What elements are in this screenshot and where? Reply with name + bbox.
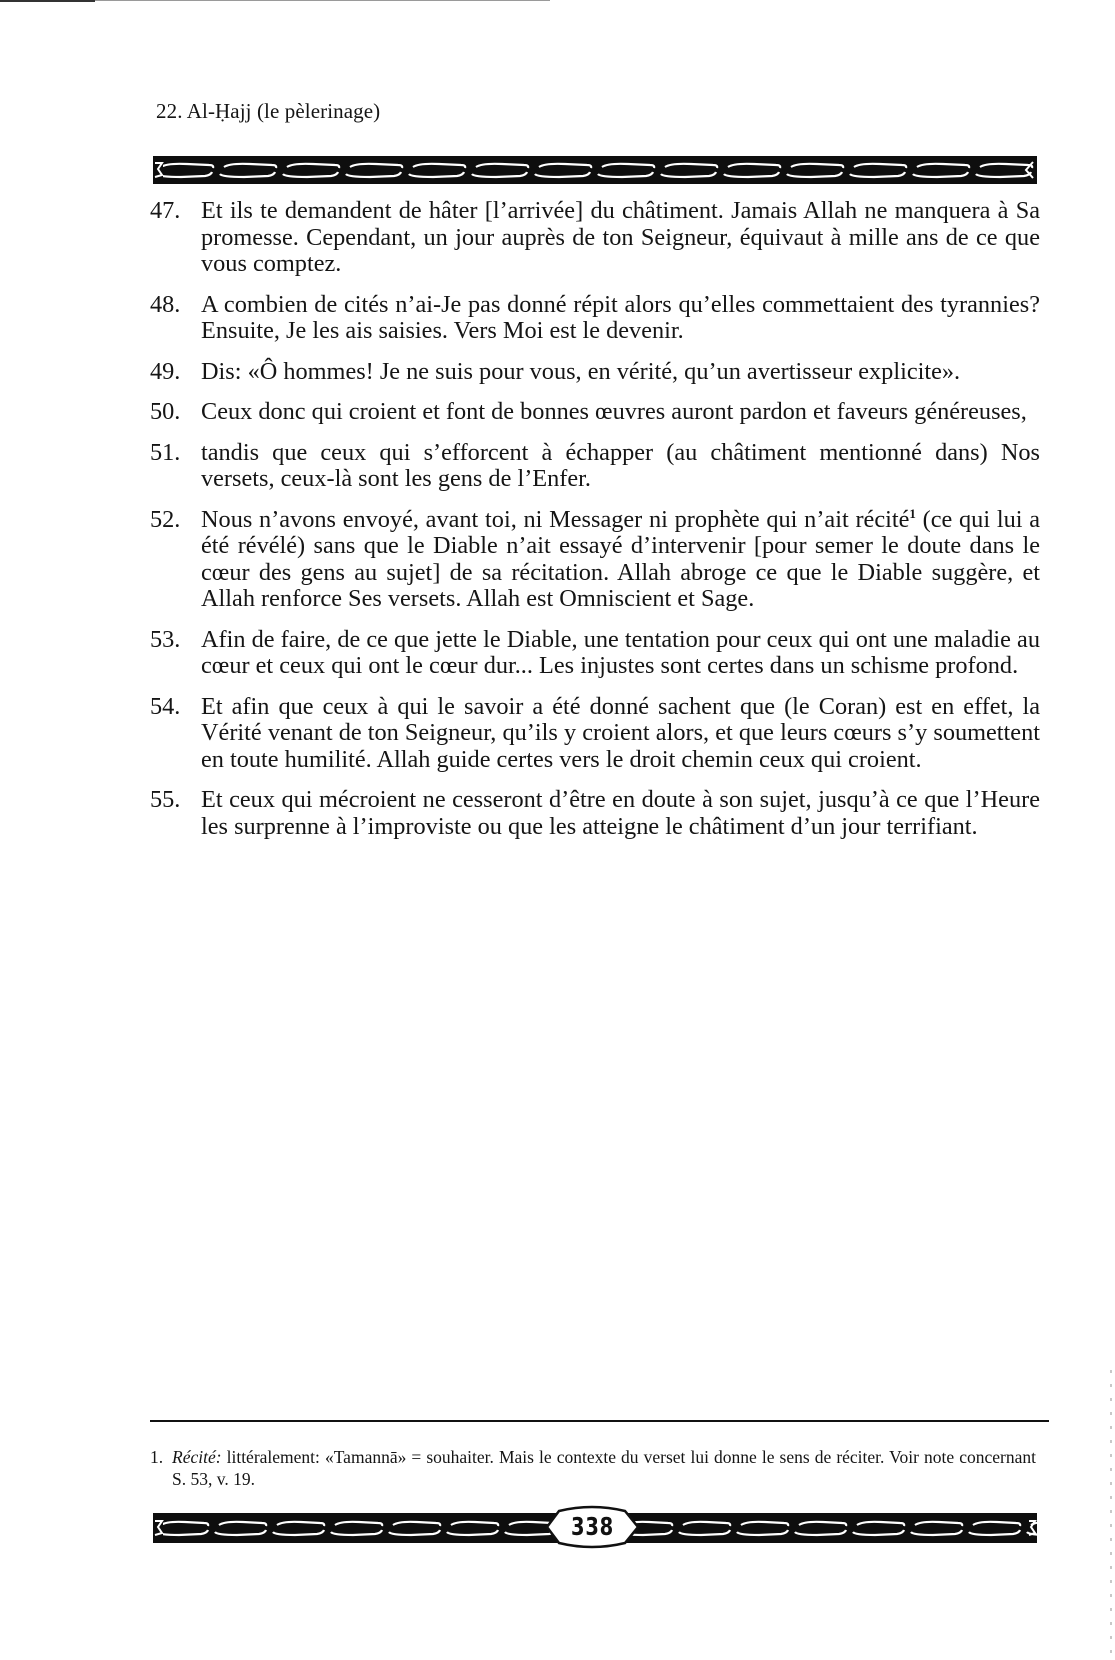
scan-edge-specks: [1110, 1370, 1112, 1660]
footnote: [150, 1446, 1036, 1490]
verse-number: 49.: [150, 357, 181, 385]
page-number-cartouche: [545, 1505, 640, 1549]
verse-text: Et afin que ceux à qui le savoir a été donné sachent que (le Coran) est en effet, la Vérité venant de ton Seigneur, qu’ils y croient alors, et que leurs cœurs s’y soumettent en toute humilité. Allah guide certes vers le droit chemin ceux qui croient.: [201, 692, 1040, 773]
footnote-number: 1.: [150, 1447, 164, 1467]
verse-number: 48.: [150, 290, 181, 318]
footnote-reference[interactable]: 1: [909, 505, 916, 521]
verse-text: [201, 507, 1040, 613]
verse-50: [150, 399, 1040, 426]
chain-ornament-icon: [153, 156, 1037, 184]
verse-54: [150, 694, 1040, 774]
verse-52: [150, 507, 1040, 613]
verse-text: Ceux donc qui croient et font de bonnes œuvres auront pardon et faveurs généreuses,: [201, 398, 1027, 425]
verse-text: Et ceux qui mécroient ne cesseront d’être en doute à son sujet, jusqu’à ce que l’Heure les surprenne à l’improviste ou que les atteigne le châtiment d’un jour terrifiant.: [201, 786, 1040, 840]
page-number: 338: [570, 1512, 615, 1541]
ornamental-band-top: [153, 156, 1037, 184]
verse-53: [150, 627, 1040, 680]
verse-number: 51.: [150, 438, 181, 466]
verse-text: Et ils te demandent de hâter [l’arrivée] du châtiment. Jamais Allah ne manquera à Sa promesse. Cependant, un jour auprès de ton Seigneur, équivaut à mille ans de ce que vous comptez.: [201, 197, 1040, 277]
footnote-text: [172, 1446, 1036, 1490]
scan-edge-mark: [0, 0, 95, 2]
verse-text: Dis: «Ô hommes! Je ne suis pour vous, en vérité, qu’un avertisseur explicite».: [201, 357, 961, 385]
verse-text: Afin de faire, de ce que jette le Diable, une tentation pour ceux qui ont une maladie au cœur et ceux qui ont le cœur dur... Les injustes sont certes dans un schisme profond.: [201, 625, 1040, 679]
verse-text-part: (ce qui lui a été révélé) sans que le Diable n’ait essayé d’intervenir [pour semer le doute dans le cœur des gens au sujet] de sa récitation. Allah abroge ce que le Diable suggère, et Allah renforce Ses versets. Allah est Omniscient et Sage.: [201, 505, 1040, 612]
verse-text: A combien de cités n’ai-Je pas donné répit alors qu’elles commettaient des tyrannies? Ensuite, Je les ais saisies. Vers Moi est le devenir.: [201, 290, 1040, 344]
verse-55: [150, 787, 1040, 840]
verse-number: 50.: [150, 398, 181, 425]
verse-51: [150, 440, 1040, 493]
verse-number: 47.: [150, 197, 181, 224]
verse-list: [150, 198, 1040, 854]
verse-text-part: Nous n’avons envoyé, avant toi, ni Messager ni prophète qui n’ait récité: [201, 505, 910, 533]
verse-number: 55.: [150, 786, 181, 813]
footnote-term: Récité:: [172, 1447, 222, 1467]
verse-number: 53.: [150, 625, 181, 653]
running-head: 22. Al-Ḥajj (le pèlerinage): [156, 99, 381, 123]
verse-47: [150, 198, 1040, 278]
footnote-body: littéralement: «Tamannā» = souhaiter. Mais le contexte du verset lui donne le sens de réciter. Voir note concernant S. 53, v. 19.: [172, 1447, 1036, 1489]
verse-48: [150, 292, 1040, 345]
verse-number: 54.: [150, 692, 181, 720]
verse-text: tandis que ceux qui s’efforcent à échapper (au châtiment mentionné dans) Nos versets, ceux-là sont les gens de l’Enfer.: [201, 438, 1040, 492]
footnote-divider: [150, 1420, 1049, 1422]
verse-number: 52.: [150, 505, 181, 533]
verse-49: [150, 359, 1040, 386]
